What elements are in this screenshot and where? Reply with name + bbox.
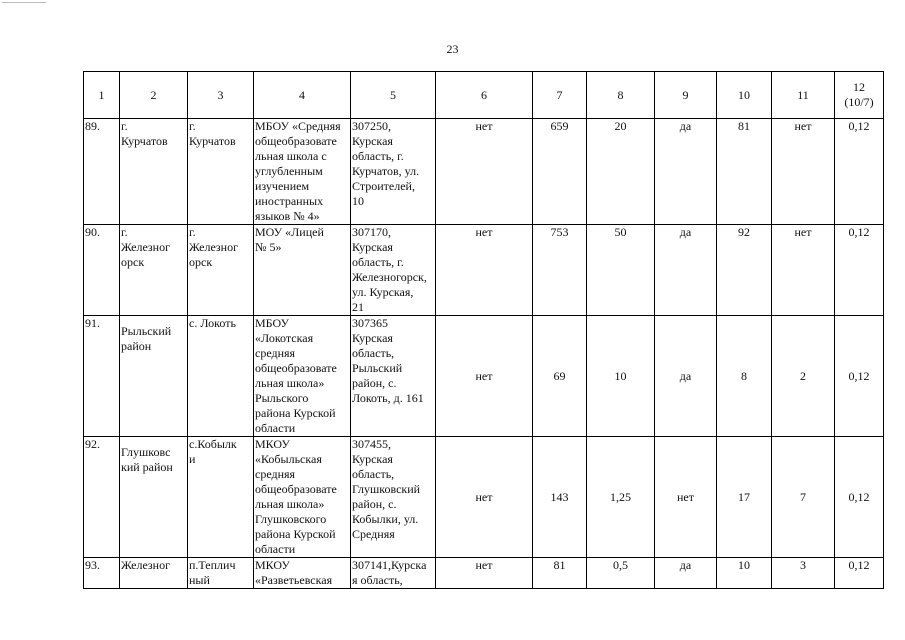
table-row bbox=[84, 558, 884, 589]
address-cell: 307455, Курская область, Глушковский район, с. Кобылки, ул. Средняя bbox=[351, 437, 436, 558]
column-header: 6 bbox=[436, 72, 533, 119]
value-cell-c6: нет bbox=[436, 437, 533, 558]
value-cell-c11: 2 bbox=[772, 316, 835, 437]
table-row bbox=[84, 316, 884, 437]
row-number-cell: 91. bbox=[84, 316, 120, 437]
table-row bbox=[84, 437, 884, 558]
value-cell-c6: нет bbox=[436, 558, 533, 589]
locality-cell: с.Кобылк и bbox=[188, 437, 254, 558]
value-cell-c10: 92 bbox=[717, 225, 772, 316]
value-cell-c8: 1,25 bbox=[587, 437, 655, 558]
school-name-cell: МКОУ «Кобыльская средняя общеобразовате льная школа» Глушковского района Курской области bbox=[254, 437, 351, 558]
column-header: 3 bbox=[188, 72, 254, 119]
address-cell: 307365 Курская область, Рыльский район, с. Локоть, д. 161 bbox=[351, 316, 436, 437]
district-cell: г. Курчатов bbox=[120, 119, 188, 225]
value-cell-c11: 7 bbox=[772, 437, 835, 558]
school-name-cell: МБОУ «Средняя общеобразовате льная школа с углубленным изучением иностранных языков № 4» bbox=[254, 119, 351, 225]
column-header: 4 bbox=[254, 72, 351, 119]
column-header: 10 bbox=[717, 72, 772, 119]
value-cell-c11: нет bbox=[772, 119, 835, 225]
table-row bbox=[84, 119, 884, 225]
value-cell-c9: нет bbox=[655, 437, 717, 558]
value-cell-c9: да bbox=[655, 225, 717, 316]
table-row bbox=[84, 225, 884, 316]
value-cell-c10: 10 bbox=[717, 558, 772, 589]
district-cell: Глушковс кий район bbox=[120, 437, 188, 558]
page-number: 23 bbox=[446, 42, 459, 56]
school-name-cell: МБОУ «Локотская средняя общеобразовате льная школа» Рыльского района Курской области bbox=[254, 316, 351, 437]
district-cell: Железног bbox=[120, 558, 188, 589]
address-cell: 307250, Курская область, г. Курчатов, ул. Строителей, 10 bbox=[351, 119, 436, 225]
value-cell-c11: 3 bbox=[772, 558, 835, 589]
value-cell-c10: 8 bbox=[717, 316, 772, 437]
value-cell-c7: 81 bbox=[533, 558, 587, 589]
value-cell-c7: 69 bbox=[533, 316, 587, 437]
value-cell-c12: 0,12 bbox=[835, 437, 884, 558]
column-header: 11 bbox=[772, 72, 835, 119]
value-cell-c7: 659 bbox=[533, 119, 587, 225]
value-cell-c8: 0,5 bbox=[587, 558, 655, 589]
value-cell-c7: 753 bbox=[533, 225, 587, 316]
column-header: 9 bbox=[655, 72, 717, 119]
school-name-cell: МКОУ «Разветьевская bbox=[254, 558, 351, 589]
value-cell-c10: 81 bbox=[717, 119, 772, 225]
value-cell-c7: 143 bbox=[533, 437, 587, 558]
locality-cell: п.Теплич ный bbox=[188, 558, 254, 589]
value-cell-c6: нет bbox=[436, 225, 533, 316]
header-row bbox=[84, 72, 884, 119]
row-number-cell: 92. bbox=[84, 437, 120, 558]
address-cell: 307170, Курская область, г. Железногорск, ул. Курская, 21 bbox=[351, 225, 436, 316]
value-cell-c6: нет bbox=[436, 316, 533, 437]
school-name-cell: МОУ «Лицей № 5» bbox=[254, 225, 351, 316]
value-cell-c11: нет bbox=[772, 225, 835, 316]
column-header: 8 bbox=[587, 72, 655, 119]
value-cell-c8: 10 bbox=[587, 316, 655, 437]
column-header: 7 bbox=[533, 72, 587, 119]
value-cell-c9: да bbox=[655, 558, 717, 589]
column-header: 2 bbox=[120, 72, 188, 119]
address-cell: 307141,Курска я область, bbox=[351, 558, 436, 589]
locality-cell: с. Локоть bbox=[188, 316, 254, 437]
data-table bbox=[83, 71, 884, 589]
column-header: 5 bbox=[351, 72, 436, 119]
column-header: 12 (10/7) bbox=[835, 72, 884, 119]
value-cell-c8: 50 bbox=[587, 225, 655, 316]
value-cell-c12: 0,12 bbox=[835, 225, 884, 316]
value-cell-c9: да bbox=[655, 316, 717, 437]
value-cell-c10: 17 bbox=[717, 437, 772, 558]
row-number-cell: 90. bbox=[84, 225, 120, 316]
scan-edge-mark bbox=[2, 2, 46, 5]
locality-cell: г. Железног орск bbox=[188, 225, 254, 316]
value-cell-c12: 0,12 bbox=[835, 558, 884, 589]
value-cell-c9: да bbox=[655, 119, 717, 225]
value-cell-c8: 20 bbox=[587, 119, 655, 225]
row-number-cell: 89. bbox=[84, 119, 120, 225]
district-cell: Рыльский район bbox=[120, 316, 188, 437]
value-cell-c6: нет bbox=[436, 119, 533, 225]
district-cell: г. Железног орск bbox=[120, 225, 188, 316]
row-number-cell: 93. bbox=[84, 558, 120, 589]
value-cell-c12: 0,12 bbox=[835, 119, 884, 225]
column-header: 1 bbox=[84, 72, 120, 119]
value-cell-c12: 0,12 bbox=[835, 316, 884, 437]
locality-cell: г. Курчатов bbox=[188, 119, 254, 225]
